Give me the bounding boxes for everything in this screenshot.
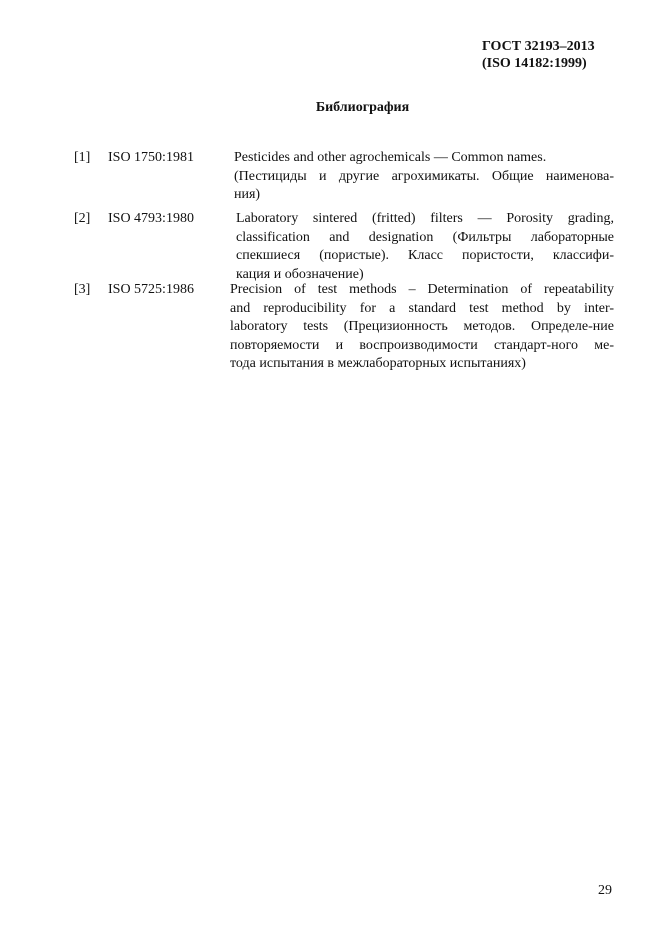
entry-line: Pesticides and other agrochemicals — Common names. [234, 150, 547, 165]
entry-line: classification and designation (Фильтры лабораторные [236, 229, 614, 245]
entry-code: ISO 5725:1986 [108, 282, 194, 297]
entry-line: повторяемости и воспроизводимости стандарт-ного ме- [230, 337, 614, 353]
entry-line: кация и обозначение) [236, 266, 364, 282]
entry-line: (Пестициды и другие агрохимикаты. Общие наименова- [234, 168, 614, 184]
entry-line: and reproducibility for a standard test method by inter- [230, 300, 614, 316]
page-number: 29 [598, 883, 612, 898]
entry-line: тода испытания в межлабораторных испытаниях) [230, 356, 526, 371]
entry-number: [3] [74, 282, 91, 297]
entry-code: ISO 4793:1980 [108, 211, 194, 226]
entry-line: laboratory tests (Прецизионность методов. Определе-ние [230, 319, 614, 334]
entry-code: ISO 1750:1981 [108, 150, 194, 165]
entry-number: [1] [74, 150, 91, 165]
entry-line: ния) [234, 187, 261, 202]
entry-text [234, 149, 614, 205]
entry-text [230, 281, 614, 374]
entry-line: Laboratory sintered (fritted) filters — Porosity grading, [236, 211, 614, 226]
iso-reference: (ISO 14182:1999) [482, 56, 587, 71]
document-header [482, 38, 595, 72]
entry-line: Precision of test methods – Determination of repeatability [230, 282, 614, 297]
entry-text [236, 210, 614, 284]
page-title: Библиография [315, 100, 410, 115]
entry-number: [2] [74, 211, 91, 226]
entry-line: спекшиеся (пористые). Класс пористости, классифи- [236, 248, 614, 263]
standard-number: ГОСТ 32193–2013 [482, 39, 595, 54]
